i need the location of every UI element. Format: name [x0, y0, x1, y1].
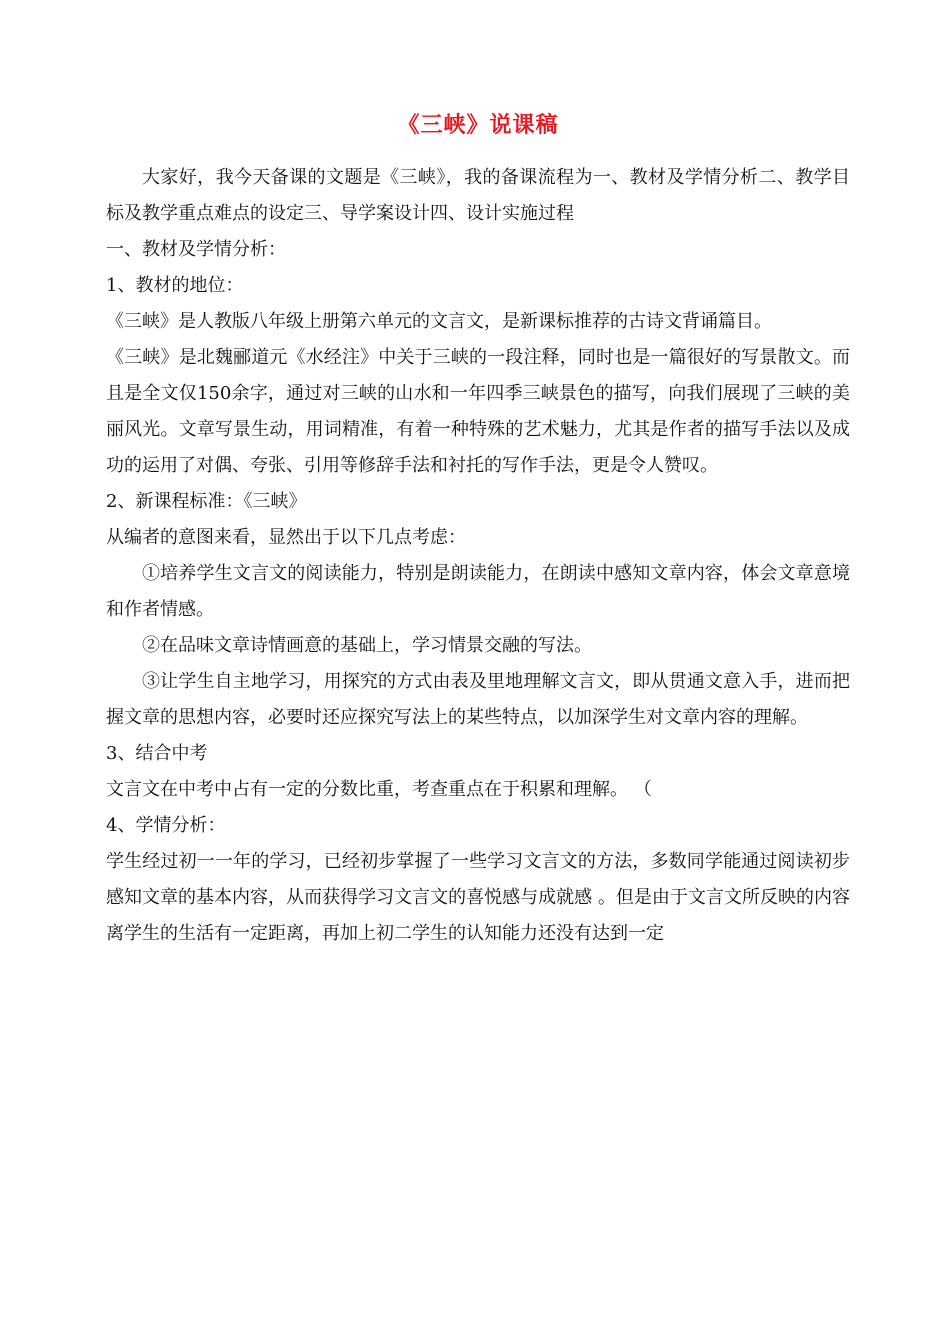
- subheading-exam: 3、结合中考: [106, 743, 208, 764]
- list-item-point-2: ②在品味文章诗情画意的基础上，学习情景交融的写法。: [142, 635, 592, 656]
- list-item-point-3: ③让学生自主地学习，用探究的方式由表及里地理解文言文，即从贯通文意入手，进而把握文章的思想内容，必要时还应探究写法上的某些特点，以加深学生对文章内容的理解。: [106, 671, 850, 728]
- page-title: 《三峡》说课稿: [397, 113, 559, 138]
- paragraph-exam: 文言文在中考中占有一定的分数比重，考查重点在于积累和理解。 （: [106, 779, 652, 800]
- paragraph-student-analysis: 学生经过初一一年的学习，已经初步掌握了一些学习文言文的方法，多数同学能通过阅读初步感知文章的基本内容，从而获得学习文言文的喜悦感与成就感 。但是由于文言文所反映的内容离学生的生活有一定距离，再加上初二学生的认知能力还没有达到一定: [106, 851, 850, 944]
- paragraph-editor-intent: 从编者的意图来看，显然出于以下几点考虑：: [106, 527, 466, 548]
- section-heading-analysis: 一、教材及学情分析：: [106, 239, 286, 260]
- subheading-curriculum-standard: 2、新课程标准：《三峡》: [106, 491, 307, 512]
- paragraph-textbook-position-1: 《三峡》是人教版八年级上册第六单元的文言文，是新课标推荐的古诗文背诵篇目。: [106, 311, 772, 332]
- subheading-student-analysis: 4、学情分析：: [106, 815, 226, 836]
- intro-paragraph: 大家好，我今天备课的文题是《三峡》，我的备课流程为一、教材及学情分析二、教学目标及教学重点难点的设定三、导学案设计四、设计实施过程: [106, 167, 850, 224]
- paragraph-textbook-position-2: 《三峡》是北魏郦道元《水经注》中关于三峡的一段注释，同时也是一篇很好的写景散文。而且是全文仅150余字，通过对三峡的山水和一年四季三峡景色的描写，向我们展现了三峡的美丽风光。文章写景生动，用词精准，有着一种特殊的艺术魅力，尤其是作者的描写手法以及成功的运用了对偶、夸张、引用等修辞手法和衬托的写作手法，更是令人赞叹。: [106, 347, 850, 476]
- subheading-textbook-position: 1、教材的地位：: [106, 275, 244, 296]
- list-item-point-1: ①培养学生文言文的阅读能力，特别是朗读能力，在朗读中感知文章内容，体会文章意境和作者情感。: [106, 563, 850, 620]
